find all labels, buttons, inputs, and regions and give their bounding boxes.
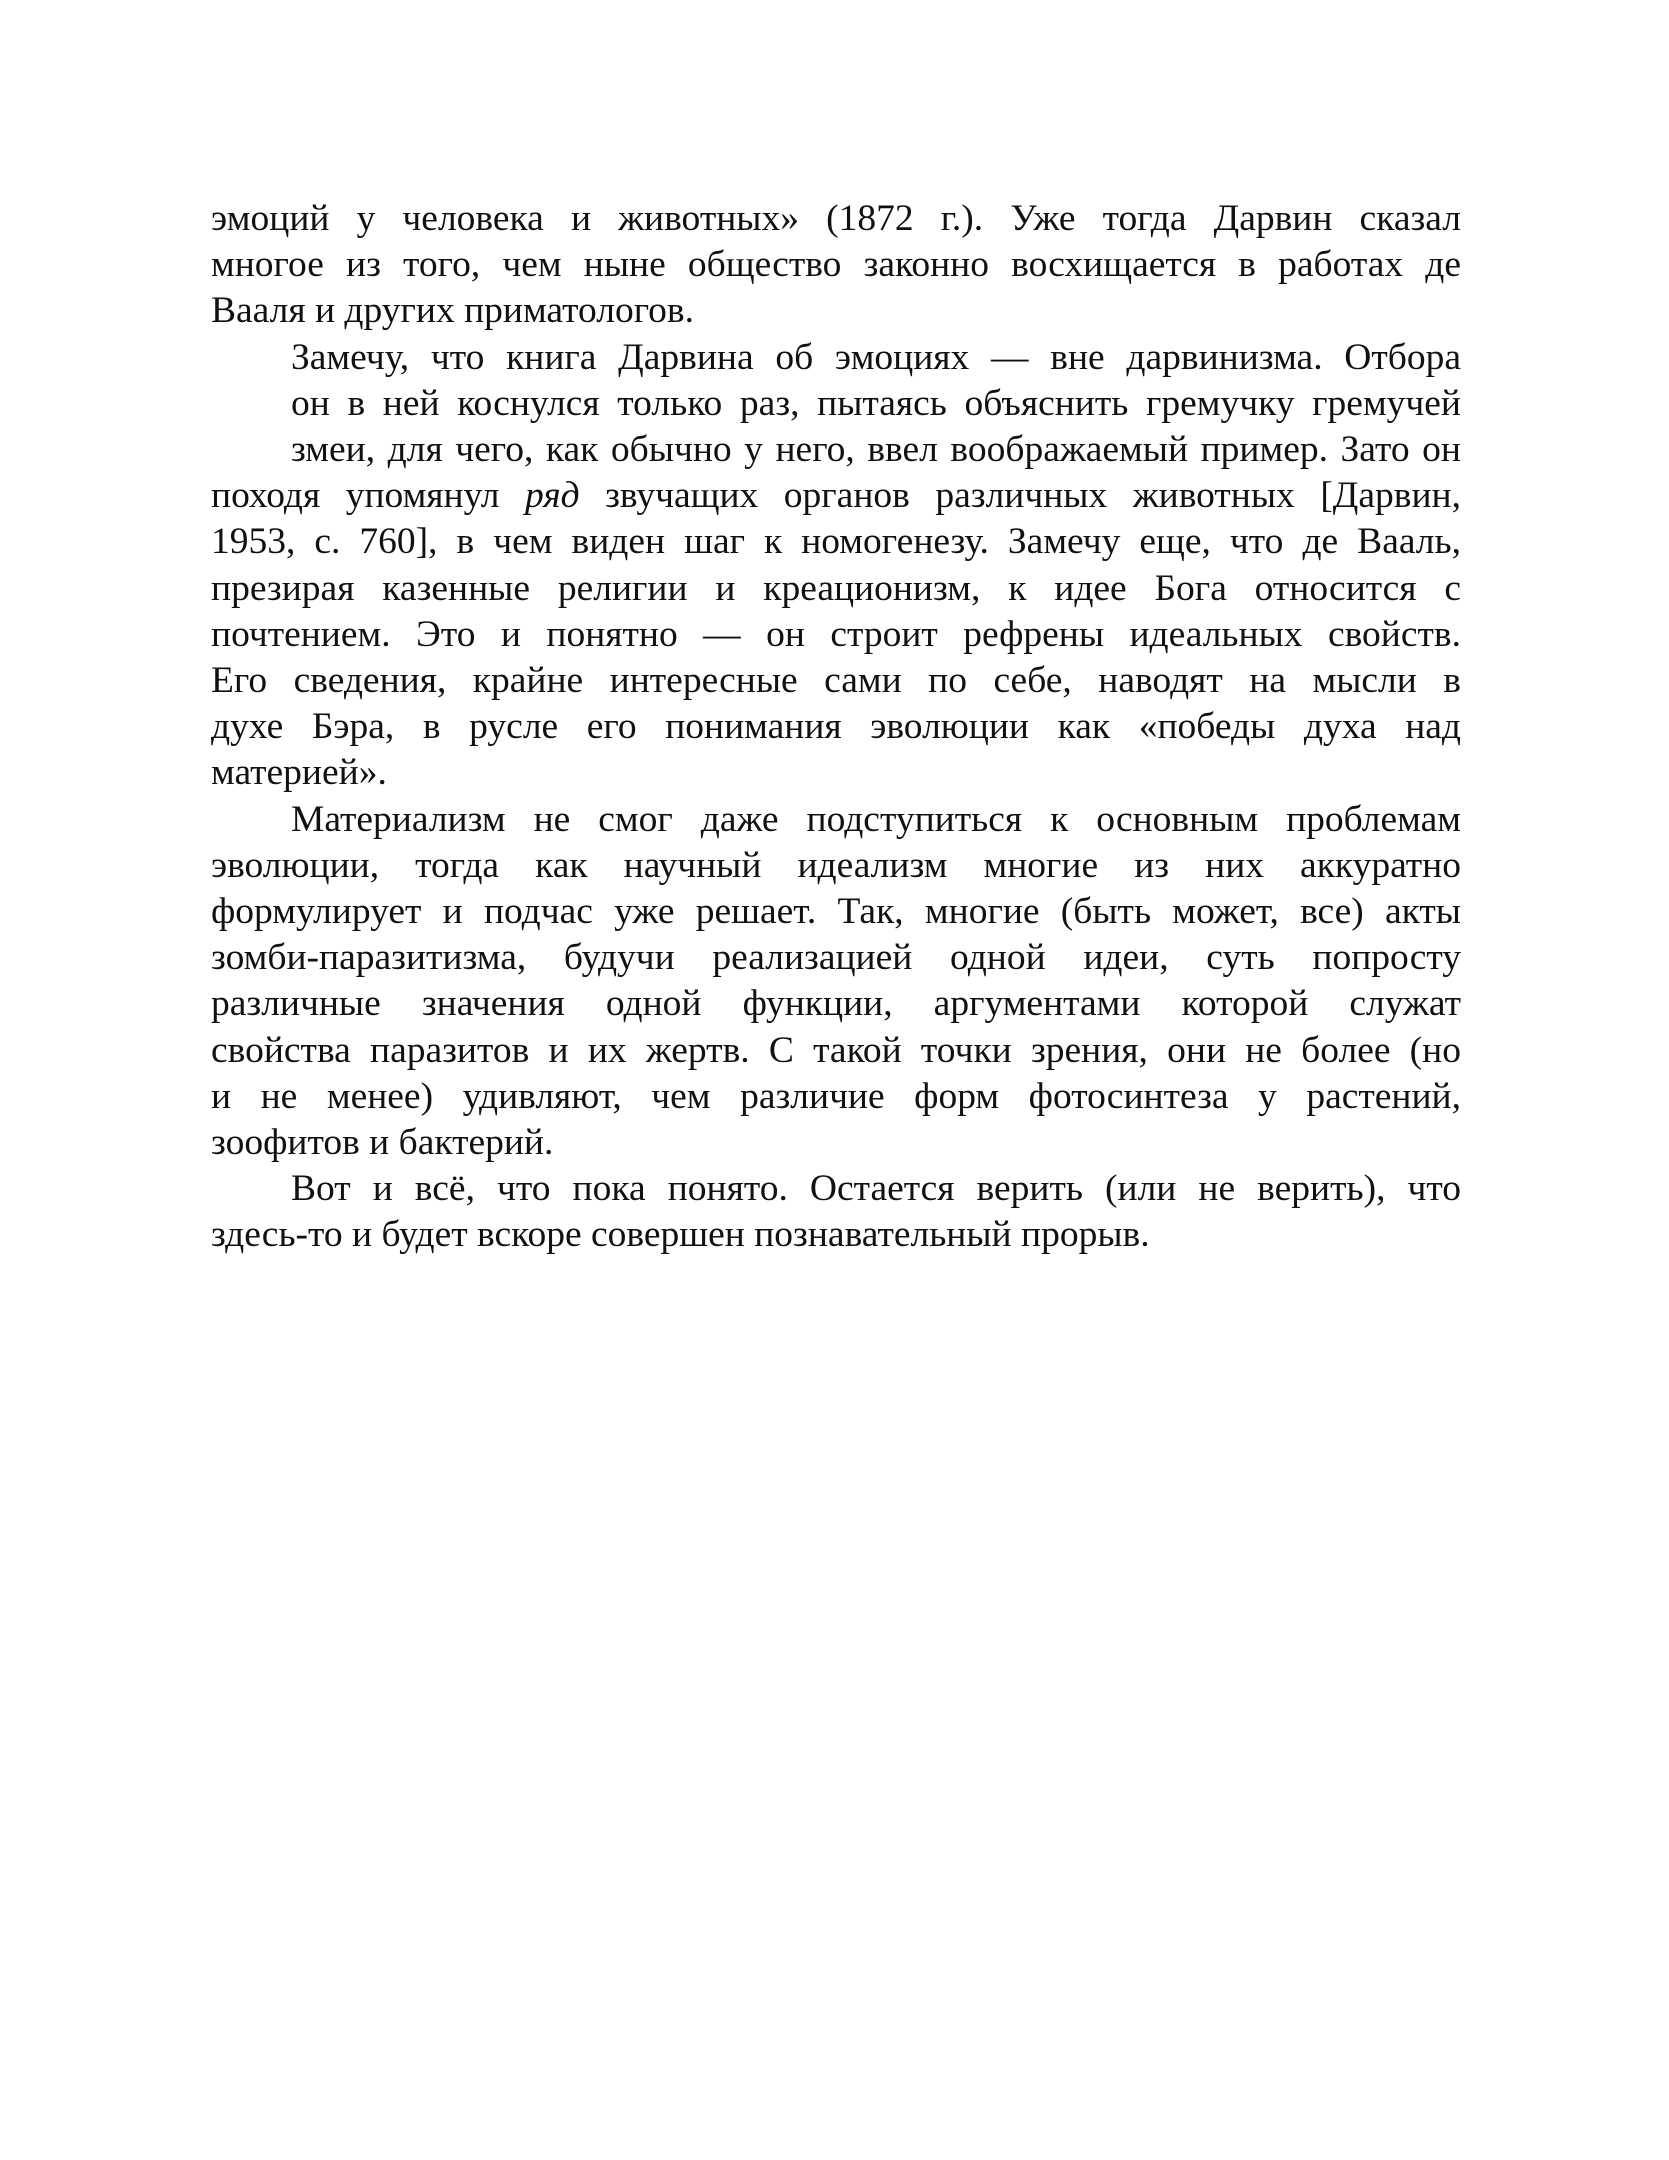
text-line: презирая казенные религии и креационизм, к идее Бога относится с: [211, 567, 1461, 609]
text-line: многое из того, чем ныне общество законно восхищается в работах де: [211, 244, 1461, 286]
text-line: Замечу, что книга Дарвина об эмоциях — вне дарвинизма. Отбора: [291, 336, 1461, 378]
paragraph-3: [211, 797, 1461, 1167]
paragraph-4: [211, 1166, 1461, 1258]
text-line: формулирует и подчас уже решает. Так, многие (быть может, все) акты: [211, 891, 1461, 933]
text-line: Его сведения, крайне интересные сами по себе, наводят на мысли в: [211, 660, 1461, 702]
text-line: Материализм не смог даже подступиться к основным проблемам: [291, 798, 1461, 840]
text-segment: звучащих органов различных животных [Дарвин,: [579, 475, 1461, 517]
text-line: свойства паразитов и их жертв. С такой точки зрения, они не более (но: [211, 1029, 1461, 1071]
paragraph-1: [211, 196, 1461, 335]
text-line: он в ней коснулся только раз, пытаясь объяснить гремучку гремучей: [291, 382, 1461, 424]
text-line: эволюции, тогда как научный идеализм многие из них аккуратно: [211, 844, 1461, 886]
text-line: 1953, с. 760], в чем виден шаг к номогенезу. Замечу еще, что де Вааль,: [211, 521, 1461, 563]
document-page: [211, 196, 1461, 1259]
text-line: Вот и всё, что пока понято. Остается верить (или не верить), что: [291, 1168, 1461, 1210]
text-segment: походя упомянул: [211, 475, 525, 517]
text-line: материей».: [211, 752, 387, 794]
text-line: духе Бэра, в русле его понимания эволюции как «победы духа над: [211, 706, 1461, 748]
text-line: зоофитов и бактерий.: [211, 1122, 554, 1164]
text-line: почтением. Это и понятно — он строит рефрены идеальных свойств.: [211, 613, 1461, 655]
text-line: змеи, для чего, как обычно у него, ввел воображаемый пример. Зато он: [291, 429, 1461, 471]
text-line: различные значения одной функции, аргументами которой служат: [211, 983, 1461, 1025]
text-line: и не менее) удивляют, чем различие форм фотосинтеза у растений,: [211, 1075, 1461, 1117]
text-line: здесь-то и будет вскоре совершен познавательный прорыв.: [211, 1214, 1150, 1256]
italic-term: ряд: [524, 475, 580, 517]
text-line: Вааля и других приматологов.: [211, 290, 694, 332]
paragraph-2: [211, 335, 1461, 797]
text-line: [211, 473, 1461, 519]
text-line: зомби-паразитизма, будучи реализацией одной идеи, суть попросту: [211, 937, 1461, 979]
text-line: эмоций у человека и животных» (1872 г.). Уже тогда Дарвин сказал: [211, 198, 1461, 239]
